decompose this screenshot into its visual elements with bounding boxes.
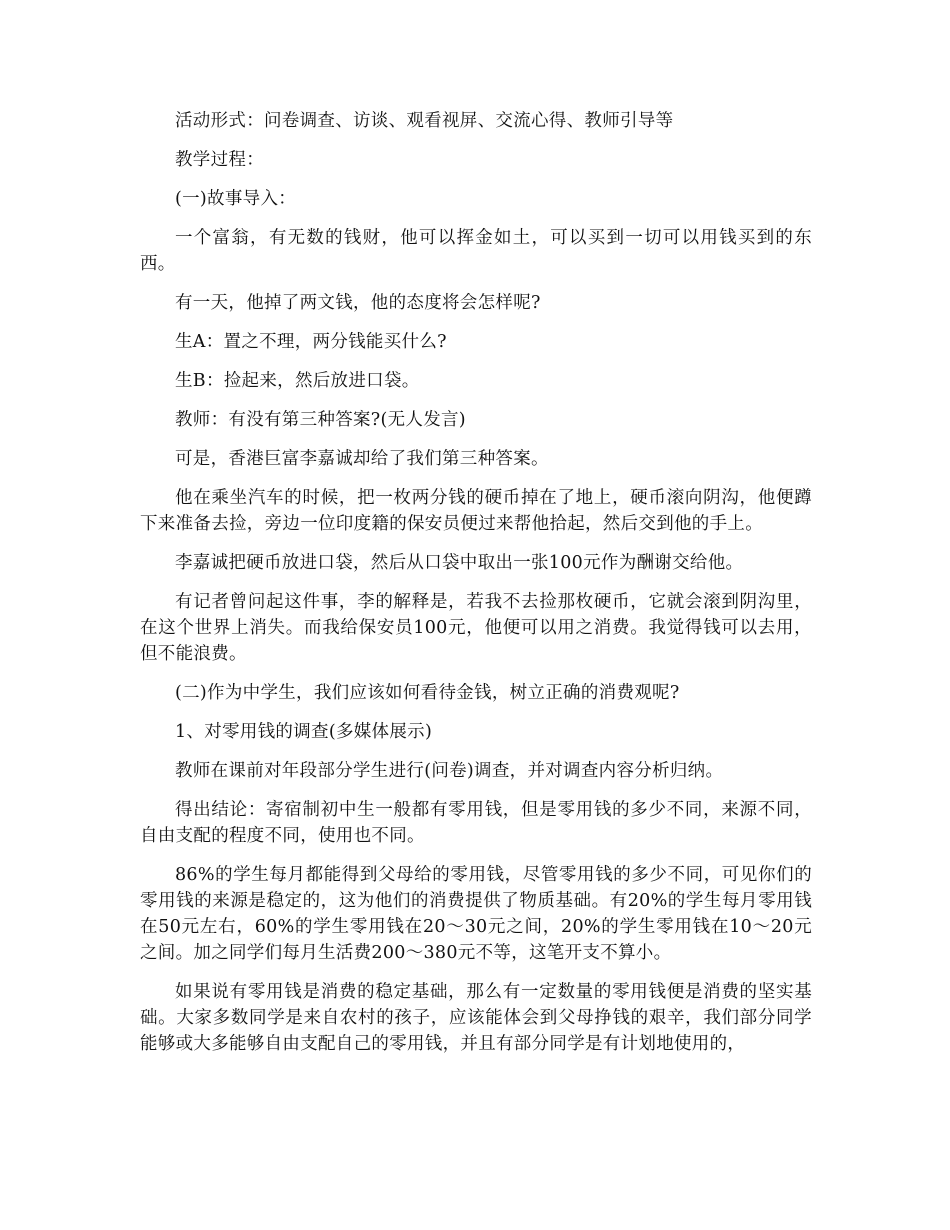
story-paragraph-5: 李嘉诚把硬币放进口袋，然后从口袋中取出一张100元作为酬谢交给他。 xyxy=(175,553,744,573)
story-paragraph-3: 可是，香港巨富李嘉诚却给了我们第三种答案。 xyxy=(175,449,549,469)
analysis-paragraph: 如果说有零用钱是消费的稳定基础，那么有一定数量的零用钱便是消费的坚实基础。大家多数同学是来自农村的孩子，应该能体会到父母挣钱的艰辛，我们部分同学能够或大多能够自由支配自己的零用钱，并且有部分同学是有计划地使用的， xyxy=(140,982,812,1054)
teaching-process-heading: 教学过程： xyxy=(175,150,264,170)
story-paragraph-1: 一个富翁，有无数的钱财，他可以挥金如土，可以买到一切可以用钱买到的东西。 xyxy=(140,228,812,274)
story-paragraph-6: 有记者曾问起这件事，李的解释是，若我不去捡那枚硬币，它就会滚到阴沟里，在这个世界上消失。而我给保安员100元，他便可以用之消费。我觉得钱可以去用，但不能浪费。 xyxy=(140,592,812,664)
student-b-answer: 生B：捡起来，然后放进口袋。 xyxy=(175,371,420,391)
section-1-heading: (一)故事导入： xyxy=(175,189,297,209)
story-paragraph-4: 他在乘坐汽车的时候，把一枚两分钱的硬币掉在了地上，硬币滚向阴沟，他便蹲下来准备去捡，旁边一位印度籍的保安员便过来帮他拾起，然后交到他的手上。 xyxy=(140,488,812,534)
conclusion-paragraph: 得出结论：寄宿制初中生一般都有零用钱，但是零用钱的多少不同，来源不同，自由支配的程度不同，使用也不同。 xyxy=(140,800,812,846)
document-body xyxy=(140,108,812,1070)
section-2-heading: (二)作为中学生，我们应该如何看待金钱，树立正确的消费观呢? xyxy=(175,683,680,703)
student-a-answer: 生A：置之不理，两分钱能买什么? xyxy=(175,332,447,352)
statistics-paragraph: 86%的学生每月都能得到父母给的零用钱，尽管零用钱的多少不同，可见你们的零用钱的来源是稳定的，这为他们的消费提供了物质基础。有20%的学生每月零用钱在50元左右，60%的学生零用钱在20～30元之间，20%的学生零用钱在10～20元之间。加之同学们每月生活费200～380元不等，这笔开支不算小。 xyxy=(140,865,812,963)
survey-paragraph-1: 教师在课前对年段部分学生进行(问卷)调查，并对调查内容分析归纳。 xyxy=(175,761,724,781)
story-paragraph-2: 有一天，他掉了两文钱，他的态度将会怎样呢? xyxy=(175,293,541,313)
survey-subheading: 1、对零用钱的调查(多媒体展示) xyxy=(175,722,433,742)
activity-form-paragraph: 活动形式：问卷调查、访谈、观看视屏、交流心得、教师引导等 xyxy=(175,111,674,131)
teacher-question: 教师：有没有第三种答案?(无人发言) xyxy=(175,410,466,430)
